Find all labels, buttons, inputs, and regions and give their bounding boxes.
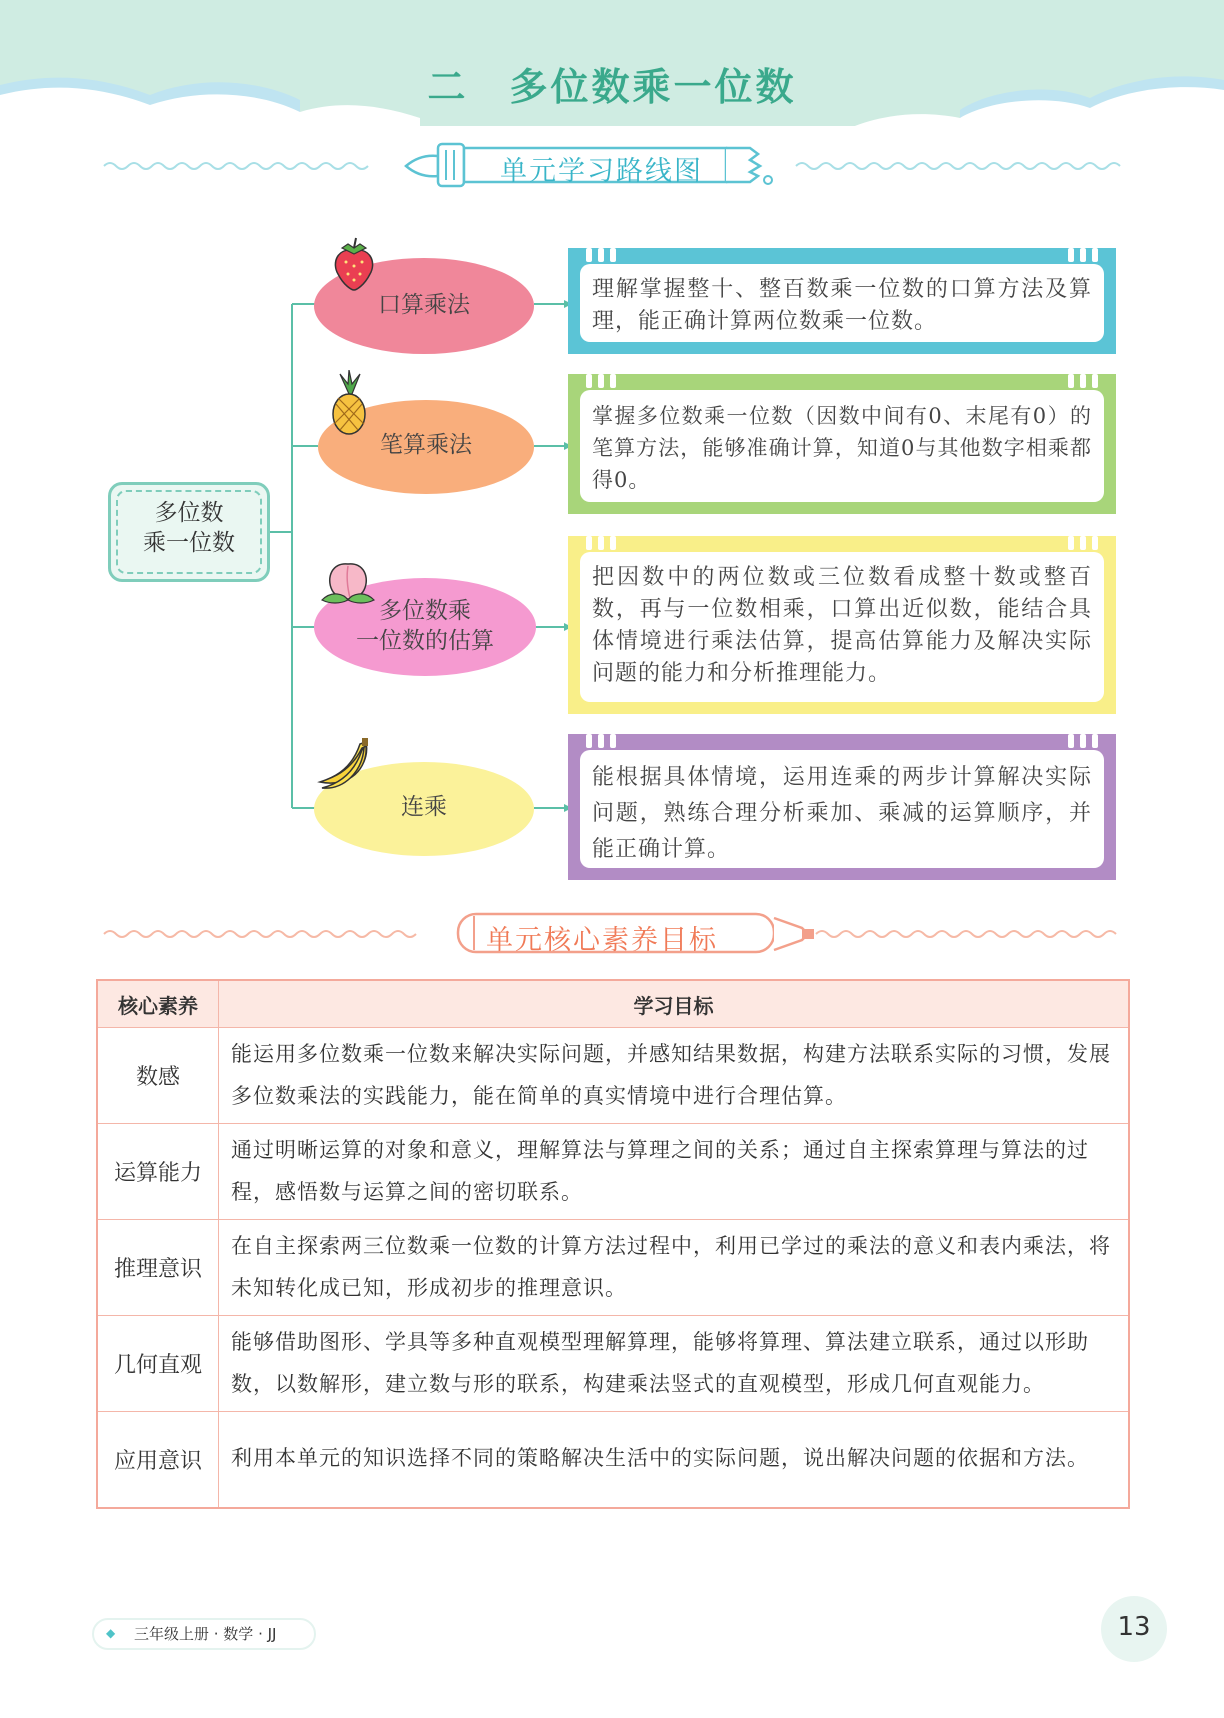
- goal-cell: 能运用多位数乘一位数来解决实际问题，并感知结果数据，构建方法联系实际的习惯，发展多位数乘法的实践能力，能在简单的真实情境中进行合理估算。: [219, 1028, 1130, 1124]
- pineapple-icon: [326, 370, 372, 436]
- desc-text-continuous: 能根据具体情境，运用连乘的两步计算解决实际问题，熟练合理分析乘加、乘减的运算顺序，并能正确计算。: [580, 750, 1104, 868]
- peach-icon: [318, 556, 380, 608]
- goal-cell: 通过明晰运算的对象和意义，理解算法与算理之间的关系；通过自主探索算理与算法的过程，感悟数与运算之间的密切联系。: [219, 1124, 1130, 1220]
- route-map-title: 单元学习路线图: [500, 156, 703, 187]
- core-goals-title: 单元核心素养目标: [486, 925, 718, 956]
- topic-label-estimate: 多位数乘 一位数的估算: [356, 598, 494, 654]
- desc-box-written: [568, 374, 1116, 514]
- goal-cell: 在自主探索两三位数乘一位数的计算方法过程中，利用已学过的乘法的意义和表内乘法，将未知转化成已知，形成初步的推理意识。: [219, 1220, 1130, 1316]
- desc-text-estimate: 把因数中的两位数或三位数看成整十数或整百数，再与一位数相乘，口算出近似数，能结合具体情境进行乘法估算，提高估算能力及解决实际问题的能力和分析推理能力。: [580, 552, 1104, 702]
- goal-cell: 能够借助图形、学具等多种直观模型理解算理，能够将算理、算法建立联系，通过以形助数，以数解形，建立数与形的联系，构建乘法竖式的直观模型，形成几何直观能力。: [219, 1316, 1130, 1412]
- page-number: 13: [1117, 1612, 1151, 1642]
- table-row: [97, 1124, 1129, 1220]
- banana-icon: [316, 738, 376, 790]
- category-cell: 数感: [97, 1028, 219, 1124]
- table-row: [97, 1412, 1129, 1508]
- desc-box-continuous: [568, 734, 1116, 880]
- desc-text-written: 掌握多位数乘一位数（因数中间有0、末尾有0）的笔算方法，能够准确计算，知道0与其他数字相乘都得0。: [580, 390, 1104, 502]
- category-cell: 推理意识: [97, 1220, 219, 1316]
- strawberry-icon: [330, 236, 378, 292]
- topic-label-oral: 口算乘法: [378, 292, 470, 318]
- topic-label-continuous: 连乘: [401, 794, 447, 820]
- header-learning-goal: 学习目标: [219, 980, 1130, 1028]
- desc-box-estimate: [568, 536, 1116, 714]
- table-row: [97, 1028, 1129, 1124]
- category-cell: 应用意识: [97, 1412, 219, 1508]
- header-core-literacy: 核心素养: [97, 980, 219, 1028]
- root-node-label: 多位数 乘一位数: [143, 500, 235, 556]
- desc-text-oral: 理解掌握整十、整百数乘一位数的口算方法及算理，能正确计算两位数乘一位数。: [580, 264, 1104, 342]
- desc-box-oral: [568, 248, 1116, 354]
- category-cell: 几何直观: [97, 1316, 219, 1412]
- table-row: [97, 1220, 1129, 1316]
- diamond-icon: ◆: [106, 1626, 116, 1640]
- category-cell: 运算能力: [97, 1124, 219, 1220]
- table-row: [97, 1316, 1129, 1412]
- chapter-title: 二 多位数乘一位数: [427, 65, 797, 109]
- core-goals-table: [96, 979, 1130, 1509]
- goal-cell: 利用本单元的知识选择不同的策略解决生活中的实际问题，说出解决问题的依据和方法。: [219, 1412, 1130, 1508]
- footer-book-info: 三年级上册 · 数学 · JJ: [134, 1625, 277, 1643]
- topic-label-written: 笔算乘法: [380, 432, 472, 458]
